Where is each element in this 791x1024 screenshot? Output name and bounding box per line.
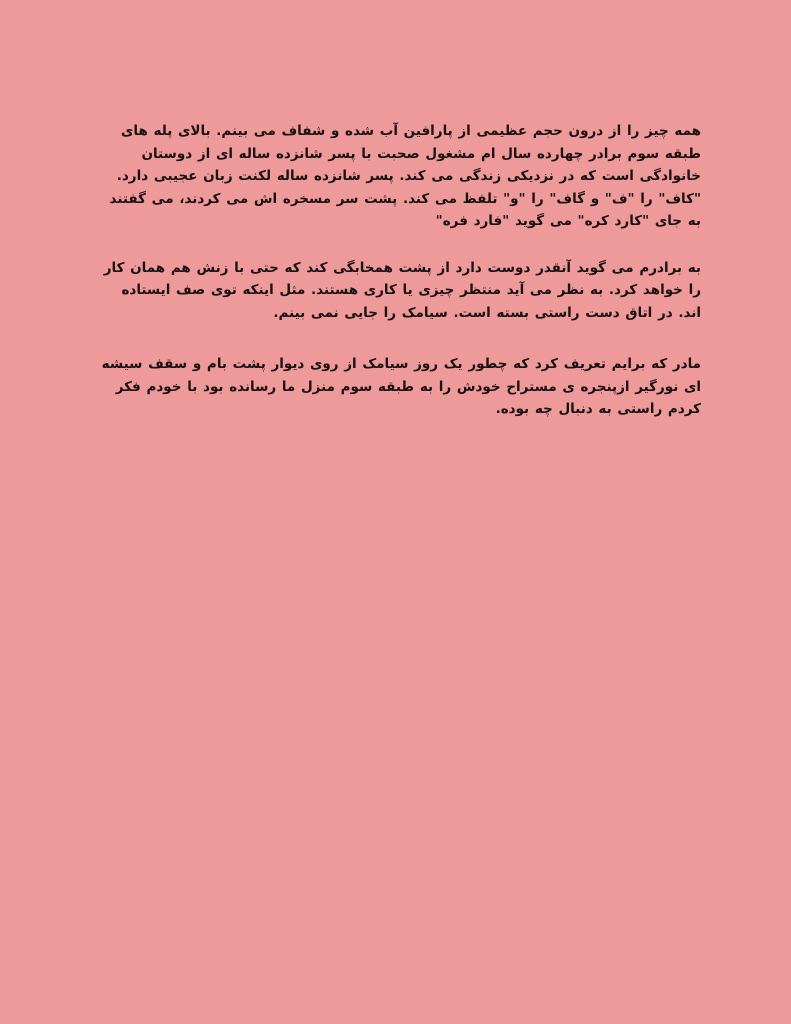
paragraph-1: همه چیز را از درون حجم عظیمی از پارافین آب شده و شفاف می بینم. بالای پله های طبقه سوم برادر چهارده سال ام مشغول صحبت با پسر شانزده ساله ای از دوستان خانوادگی است که در نزدیکی زندگی می کند. پسر شانزده ساله لکنت زبان عجیبی دارد. "کاف" را "ف" و گاف" را "و" تلفظ می کند. پشت سر مسخره اش می کردند، می گفتند به جای "کارد کره" می گوید "فارد فره"	[109, 123, 701, 229]
document-body	[98, 120, 701, 445]
paragraph-2: به برادرم می گوید آنقدر دوست دارد از پشت همخابگی کند که حتی با زنش هم همان کار را خواهد کرد. به نظر می آید منتظر چیزی یا کاری هستند. مثل اینکه توی صف ایستاده اند. در اتاق دست راستی بسته است. سیامک را جایی نمی بینم.	[103, 259, 701, 321]
paragraph-3: مادر که برایم تعریف کرد که چطور یک روز سیامک از روی دیوار پشت بام و سقف سیشه ای نورگیر ازپنجره ی مستراح خودش را به طبقه سوم منزل ما رسانده بود با خودم فکر کردم راستی به دنبال چه بوده.	[101, 356, 701, 417]
